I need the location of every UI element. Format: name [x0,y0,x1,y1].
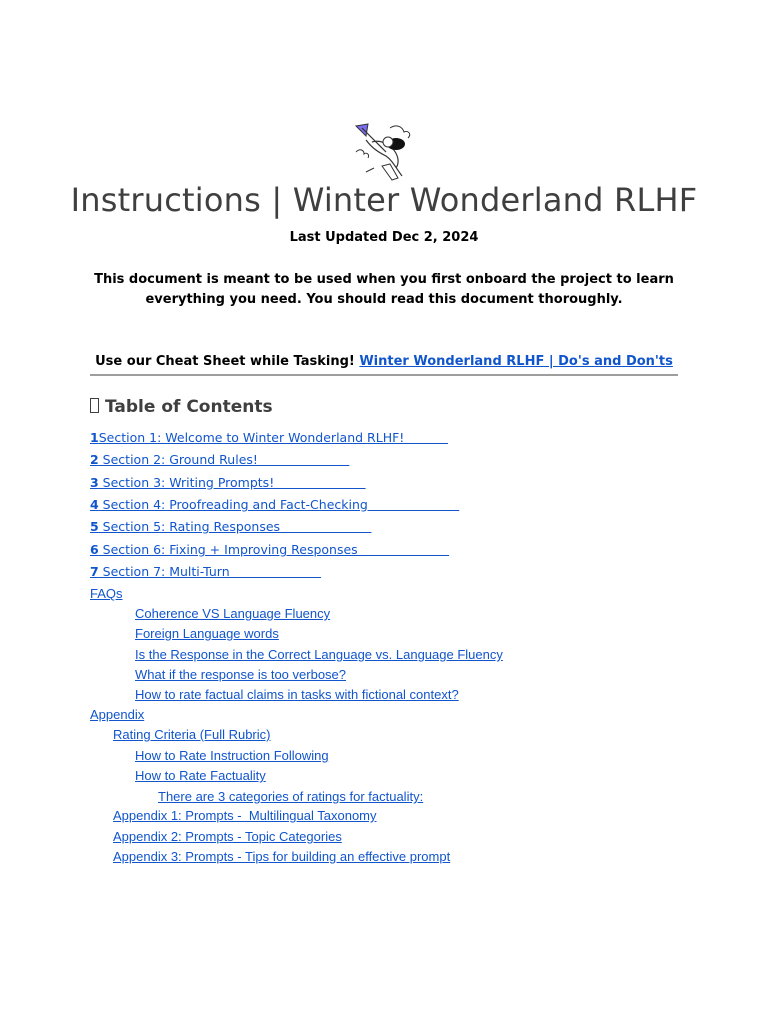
toc-faq-item[interactable]: Is the Response in the Correct Language vs. Language Fluency [135,647,503,662]
toc-section-6[interactable]: 6 Section 6: Fixing + Improving Responses [90,542,450,557]
toc-section-4[interactable]: 4 Section 4: Proofreading and Fact-Checking [90,497,460,512]
last-updated: Last Updated Dec 2, 2024 [289,230,479,245]
fairy-logo-icon [352,122,418,184]
divider [90,374,678,376]
toc-section-5[interactable]: 5 Section 5: Rating Responses [90,519,372,534]
toc-factuality-categories[interactable]: There are 3 categories of ratings for factuality: [158,789,424,804]
cheat-sheet-prefix: Use our Cheat Sheet while Tasking! [95,354,360,369]
toc-appendix-item[interactable]: Appendix 2: Prompts - Topic Categories [113,829,342,844]
cheat-sheet-line [0,354,768,369]
toc-section-7[interactable]: 7 Section 7: Multi-Turn [90,564,322,579]
toc-heading-label: Table of Contents [105,397,273,417]
toc-appendix-item[interactable]: Appendix 3: Prompts - Tips for building an effective prompt [113,849,451,864]
intro-paragraph: This document is meant to be used when you first onboard the project to learn everything you need. You should read this document thoroughly. [94,272,674,307]
toc-faqs[interactable]: FAQs [90,586,123,601]
toc-heading [90,397,273,417]
toc-section-2[interactable]: 2 Section 2: Ground Rules! [90,452,350,467]
toc-faq-item[interactable]: Coherence VS Language Fluency [135,606,331,621]
toc-faq-item[interactable]: How to rate factual claims in tasks with fictional context? [135,687,459,702]
toc-appendix-item[interactable]: Appendix 1: Prompts - Multilingual Taxonomy [113,808,377,823]
toc-section-3[interactable]: 3 Section 3: Writing Prompts! [90,475,366,490]
toc-section-1[interactable]: 1Section 1: Welcome to Winter Wonderland RLHF! [90,430,448,445]
toc-faq-item[interactable]: Foreign Language words [135,626,279,641]
toc-rate-factuality[interactable]: How to Rate Factuality [135,768,266,783]
page-title: Instructions | Winter Wonderland RLHF [70,181,698,219]
toc-rating-criteria[interactable]: Rating Criteria (Full Rubric) [113,727,271,742]
box-icon [90,398,99,413]
toc-faq-item[interactable]: What if the response is too verbose? [135,667,347,682]
toc-rate-instruction-following[interactable]: How to Rate Instruction Following [135,748,329,763]
toc-appendix[interactable]: Appendix [90,707,145,722]
cheat-sheet-link[interactable]: Winter Wonderland RLHF | Do's and Don'ts [359,354,673,369]
